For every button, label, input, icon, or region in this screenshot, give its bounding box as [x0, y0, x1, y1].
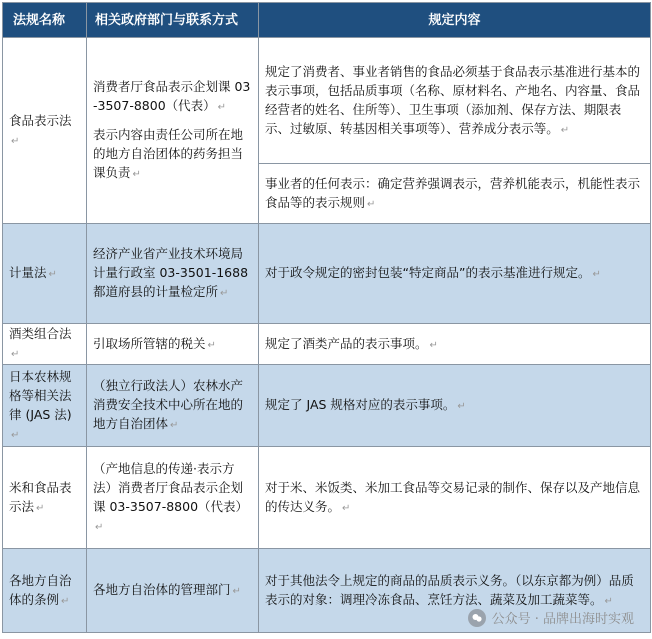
regulation-table: [2, 2, 651, 633]
table-row: [3, 324, 651, 365]
header-content: 规定内容: [259, 3, 651, 38]
department-cell: 各地方自治体的管理部门 ↵: [87, 549, 259, 633]
law-name-cell: 日本农林规格等相关法律 (JAS 法)↵: [3, 365, 87, 447]
content-cell: 对于政令规定的密封包装“特定商品”的表示基准进行规定。 ↵: [259, 224, 651, 324]
law-name-cell: 计量法 ↵: [3, 224, 87, 324]
law-name-cell: 食品表示法↵: [3, 38, 87, 224]
law-name-cell: 各地方自治体的条例 ↵: [3, 549, 87, 633]
content-cell: 对于米、米饭类、米加工食品等交易记录的制作、保存以及产地信息的传达义务。 ↵: [259, 447, 651, 549]
content-cell: 事业者的任何表示：确定营养强调表示，营养机能表示，机能性表示食品等的表示规则 ↵: [259, 164, 651, 224]
wechat-icon: [468, 609, 486, 627]
law-name-cell: 米和食品表示法 ↵: [3, 447, 87, 549]
department-cell: 引取场所管辖的税关 ↵: [87, 324, 259, 365]
department-cell: （产地信息的传递·表示方法）消费者厅食品表示企划课 03-3507-8800（代表）↵: [87, 447, 259, 549]
header-department: 相关政府部门与联系方式: [87, 3, 259, 38]
table-row: [3, 38, 651, 164]
department-cell: 经济产业省产业技术环境局计量行政室 03-3501-1688 都道府县的计量检定所 ↵: [87, 224, 259, 324]
law-name-cell: 酒类组合法↵: [3, 324, 87, 365]
table-row: [3, 365, 651, 447]
table-row: [3, 224, 651, 324]
content-cell: 对于其他法令上规定的商品的品质表示义务。（以东京都为例）品质表示的对象：调理冷冻食品、烹饪方法、蔬菜及加工蔬菜等。 ↵: [259, 549, 651, 633]
department-cell: （独立行政法人）农林水产消费安全技术中心所在地的地方自治团体 ↵: [87, 365, 259, 447]
watermark-text: 公众号 · 品牌出海时实观: [491, 612, 634, 627]
content-cell: 规定了消费者、事业者销售的食品必须基于食品表示基准进行基本的表示事项，包括品质事项（名称、原材料名、产地名、内容量、食品经营者的姓名、住所等）、卫生事项（添加剂、保存方法、期限表示、过敏原、转基因相关事项等）、营养成分表示等。 ↵: [259, 38, 651, 164]
table-header-row: [3, 3, 651, 38]
department-cell: 消费者厅食品表示企划课 03-3507-8800（代表） ↵ 表示内容由责任公司所在地的地方自治团体的药务担当课负责 ↵: [87, 38, 259, 224]
table-row: [3, 447, 651, 549]
header-law-name: 法规名称: [3, 3, 87, 38]
content-cell: 规定了酒类产品的表示事项。 ↵: [259, 324, 651, 365]
watermark: [468, 608, 634, 627]
content-cell: 规定了 JAS 规格对应的表示事项。 ↵: [259, 365, 651, 447]
